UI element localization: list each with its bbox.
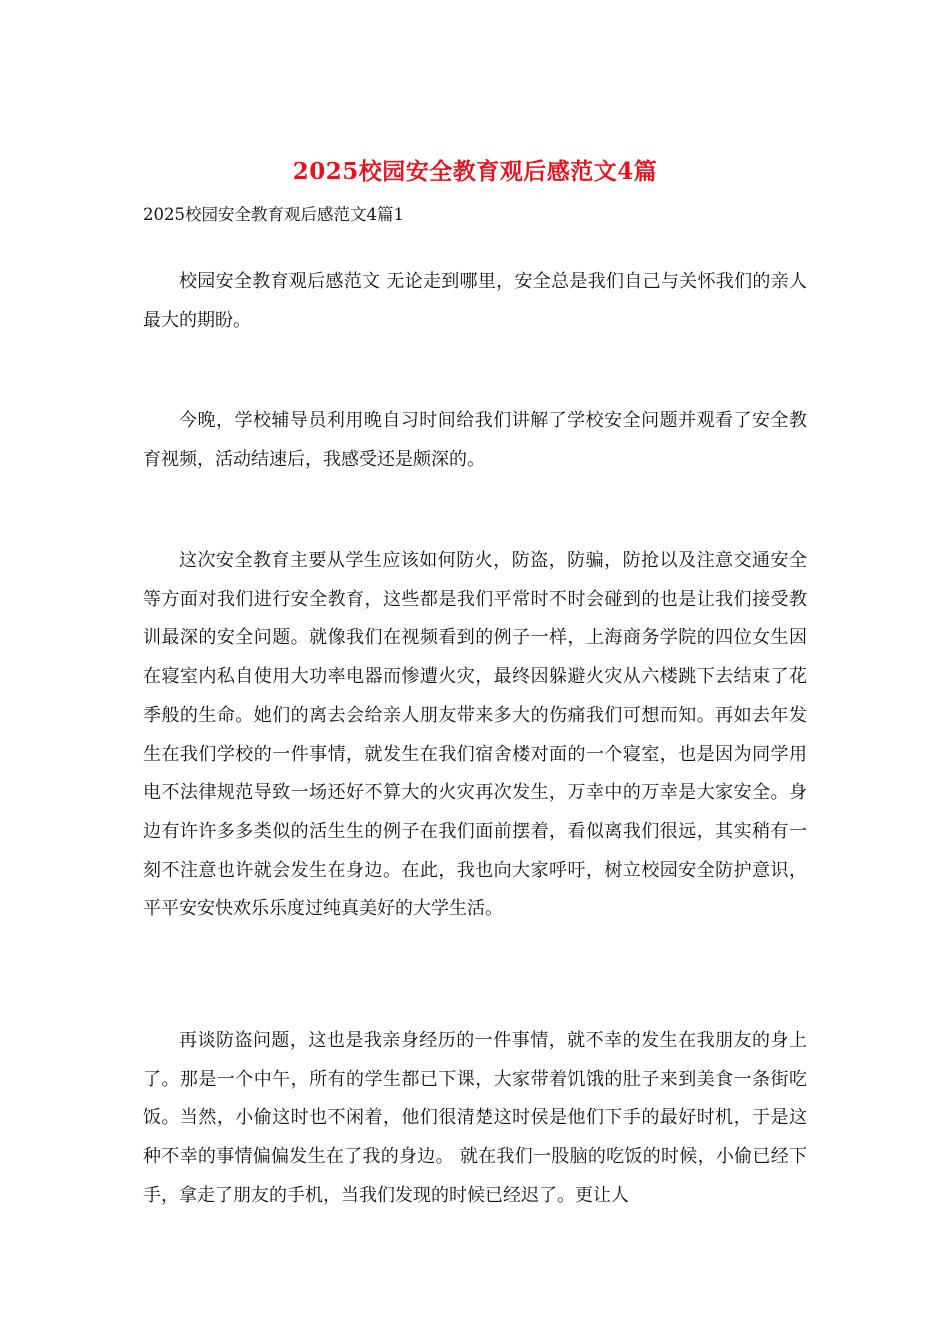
body-paragraph-4: 再谈防盗问题，这也是我亲身经历的一件事情，就不幸的发生在我朋友的身上了。那是一个中午，所有的学生都已下课，大家带着饥饿的肚子来到美食一条街吃饭。当然，小偷这时也不闲着，他们很清楚这时侯是他们下手的最好时机，于是这种不幸的事情偏偏发生在了我的身边。 就在我们一股脑的吃饭的时候，小偷已经下手，拿走了朋友的手机，当我们发现的时候已经迟了。更让人 bbox=[143, 1030, 807, 1206]
section-heading: 2025校园安全教育观后感范文4篇1 bbox=[143, 205, 404, 224]
body-paragraph-1: 校园安全教育观后感范文 无论走到哪里，安全总是我们自己与关怀我们的亲人最大的期盼。 bbox=[143, 271, 807, 331]
body-paragraph-2: 今晚，学校辅导员利用晚自习时间给我们讲解了学校安全问题并观看了安全教育视频，活动结速后，我感受还是颇深的。 bbox=[143, 410, 807, 470]
body-paragraph-3: 这次安全教育主要从学生应该如何防火，防盗，防骗，防抢以及注意交通安全等方面对我们进行安全教育，这些都是我们平常时不时会碰到的也是让我们接受教训最深的安全问题。就像我们在视频看到的例子一样，上海商务学院的四位女生因在寝室内私自使用大功率电器而惨遭火灾，最终因躲避火灾从六楼跳下去结束了花季般的生命。她们的离去会给亲人朋友带来多大的伤痛我们可想而知。再如去年发生在我们学校的一件事情，就发生在我们宿舍楼对面的一个寝室，也是因为同学用电不法律规范导致一场还好不算大的火灾再次发生，万幸中的万幸是大家安全。身边有许许多多类似的活生生的例子在我们面前摆着，看似离我们很远，其实稍有一刻不注意也许就会发生在身边。在此，我也向大家呼吁，树立校园安全防护意识，平平安安快欢乐乐度过纯真美好的大学生活。 bbox=[143, 550, 807, 920]
page-title: 2025校园安全教育观后感范文4篇 bbox=[292, 158, 658, 185]
